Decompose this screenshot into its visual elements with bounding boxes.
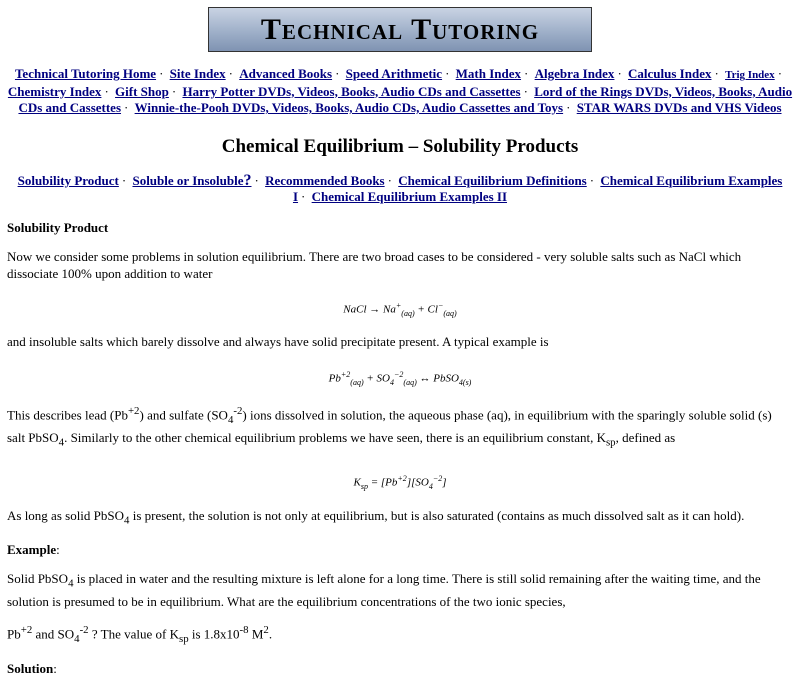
nav-link-calculus-index[interactable]: Calculus Index (628, 66, 712, 81)
text-run: ) and sulfate (SO (139, 407, 228, 423)
nav-link-harry-potter[interactable]: Harry Potter DVDs, Videos, Books, Audio CDs and Cassettes (182, 83, 521, 99)
eq-charge: − (437, 300, 444, 310)
nav-separator: · (445, 66, 450, 81)
subscript: 4 (227, 414, 234, 427)
subscript: 4 (58, 436, 65, 449)
eq-term: NaCl (343, 303, 367, 316)
eq-term: Pb (328, 373, 341, 385)
section-link-recommended-books[interactable]: Recommended Books (265, 172, 385, 188)
nav-separator: · (228, 66, 233, 81)
main-content (0, 219, 800, 677)
eq-term: Cl (427, 303, 438, 316)
nav-link-winnie-the-pooh[interactable]: Winnie-the-Pooh DVDs, Videos, Books, Audio CDs, Audio Cassettes and Toys (134, 100, 564, 115)
eq-charge: +2 (397, 473, 407, 483)
text-run: is 1.8x10 (188, 626, 240, 642)
nav-separator: · (523, 83, 528, 99)
nav-link-math-index[interactable]: Math Index (455, 66, 522, 81)
nav-link-home[interactable]: Technical Tutoring Home (14, 66, 157, 81)
eq-subscript: sp (360, 481, 368, 491)
subscript: 4 (124, 514, 130, 527)
nav-separator: · (589, 172, 595, 188)
paragraph-insoluble: and insoluble salts which barely dissolve and always have solid precipitate present. A typical example is (7, 334, 549, 350)
nav-link-lord-of-the-rings[interactable]: Lord of the Rings DVDs, Videos, Books, Audio CDs and Cassettes (18, 83, 793, 115)
text-run: M (248, 626, 264, 642)
superscript: +2 (127, 405, 140, 418)
eq-equals: = [ (370, 476, 386, 489)
superscript: -2 (233, 405, 243, 418)
eq-term: K (353, 476, 361, 489)
nav-separator: · (566, 100, 571, 115)
eq-charge: −2 (394, 370, 404, 380)
text-run: and SO (32, 626, 75, 642)
section-link-examples-2[interactable]: Chemical Equilibrium Examples II (311, 188, 508, 204)
superscript: +2 (20, 623, 33, 636)
nav-separator: · (121, 172, 127, 188)
eq-term: SO (415, 476, 429, 489)
section-nav (10, 173, 790, 205)
eq-term: SO (376, 373, 390, 385)
nav-separator: · (301, 188, 306, 204)
text-run: . Similarly to the other chemical equilibrium problems we have seen, there is an equilibrium constant, K (64, 430, 606, 446)
section-link-solubility-product[interactable]: Solubility Product (17, 172, 119, 188)
eq-plus: + (366, 373, 374, 385)
superscript: -8 (239, 623, 249, 636)
eq-phase: 4(s) (458, 378, 472, 388)
eq-charge: +2 (340, 370, 351, 380)
subscript: sp (605, 436, 616, 449)
eq-term: PbSO (433, 373, 459, 385)
text-run: . (268, 626, 273, 642)
eq-term: Pb (385, 476, 398, 489)
text-run: ) ions dissolved in solution, the aqueous phase (aq), in equilibrium with the sparingly soluble solid (s) salt PbSO (7, 407, 772, 446)
eq-bracket: ][ (406, 476, 416, 489)
eq-charge: + (395, 300, 402, 310)
section-link-label: Soluble or Insoluble (132, 172, 244, 188)
text-run: As long as solid PbSO (7, 507, 125, 523)
example-heading (7, 541, 793, 558)
eq-term: Na (383, 303, 396, 316)
example-label: Example (7, 542, 57, 558)
text-run: Solid PbSO (7, 571, 69, 587)
subscript: sp (178, 632, 189, 645)
nav-separator: · (617, 66, 622, 81)
nav-separator: · (124, 100, 129, 115)
text-run: , defined as (615, 430, 676, 446)
nav-link-gift-shop[interactable]: Gift Shop (115, 83, 169, 99)
nav-separator: · (104, 83, 109, 99)
section-link-soluble-or-insoluble[interactable] (132, 173, 251, 188)
subscript: 4 (68, 577, 74, 590)
nav-separator: · (171, 83, 177, 99)
paragraph-describes (7, 403, 793, 452)
nav-separator: · (524, 66, 529, 81)
arrow-icon: → (369, 303, 381, 316)
nav-link-chemistry-index[interactable]: Chemistry Index (7, 83, 102, 99)
superscript: 2 (263, 623, 269, 636)
paragraph-saturated (7, 507, 793, 530)
equation-nacl-dissociation (7, 297, 793, 322)
nav-separator: · (777, 66, 783, 81)
double-arrow-icon: ↔ (419, 373, 431, 385)
nav-separator: · (387, 172, 392, 188)
solution-colon: : (53, 660, 57, 676)
eq-plus: + (417, 303, 425, 316)
site-banner[interactable]: Technical Tutoring (208, 7, 592, 52)
banner-wrap (0, 0, 800, 52)
nav-link-algebra-index[interactable]: Algebra Index (534, 66, 615, 81)
nav-separator: · (159, 66, 164, 81)
section-link-definitions[interactable]: Chemical Equilibrium Definitions (398, 172, 587, 188)
section-link-examples-1[interactable]: Chemical Equilibrium Examples I (292, 172, 783, 204)
question-mark: ? (243, 171, 252, 189)
nav-link-advanced-books[interactable]: Advanced Books (239, 66, 333, 81)
eq-charge: −2 (432, 473, 443, 483)
example-colon: : (56, 542, 60, 558)
text-run: ? The value of K (88, 626, 179, 642)
nav-separator: · (254, 172, 259, 188)
solution-label: Solution (7, 660, 54, 676)
text-run: is present, the solution is not only at equilibrium, but is also saturated (contains as much dissolved salt as it can hold). (129, 507, 745, 523)
nav-link-star-wars[interactable]: STAR WARS DVDs and VHS Videos (576, 100, 782, 115)
eq-subscript: 4 (390, 378, 394, 388)
site-nav (6, 66, 794, 117)
paragraph-example (7, 570, 793, 610)
eq-subscript: 4 (428, 481, 433, 491)
paragraph-intro: Now we consider some problems in solution equilibrium. There are two broad cases to be considered - very soluble salts such as NaCl which dissociate 100% upon addition to water (7, 248, 742, 281)
nav-separator: · (335, 66, 340, 81)
nav-link-site-index[interactable]: Site Index (169, 66, 226, 81)
eq-phase: (aq) (350, 378, 364, 388)
equation-pbso4-equilibrium (7, 366, 793, 391)
eq-phase: (aq) (401, 308, 415, 318)
eq-phase: (aq) (403, 378, 417, 388)
page-title: Chemical Equilibrium – Solubility Products (221, 135, 579, 157)
solution-heading (7, 660, 793, 677)
text-run: This describes lead (Pb (7, 407, 128, 423)
superscript: -2 (79, 623, 89, 636)
nav-link-speed-arithmetic[interactable]: Speed Arithmetic (345, 66, 443, 81)
text-run: is placed in water and the resulting mixture is left alone for a long time. There is still solid remaining after the waiting time, and the solution is presumed to be in equilibrium. What are the equilibrium concentrations of the two ionic species, (7, 571, 761, 609)
paragraph-question (7, 622, 793, 648)
nav-separator: · (714, 66, 719, 81)
equation-ksp (7, 470, 793, 495)
nav-link-trig-index[interactable]: Trig Index (725, 69, 775, 81)
text-run: Pb (7, 626, 21, 642)
eq-phase: (aq) (443, 308, 457, 318)
subscript: 4 (74, 632, 80, 645)
section-heading: Solubility Product (7, 219, 109, 235)
eq-bracket: ] (442, 476, 447, 489)
